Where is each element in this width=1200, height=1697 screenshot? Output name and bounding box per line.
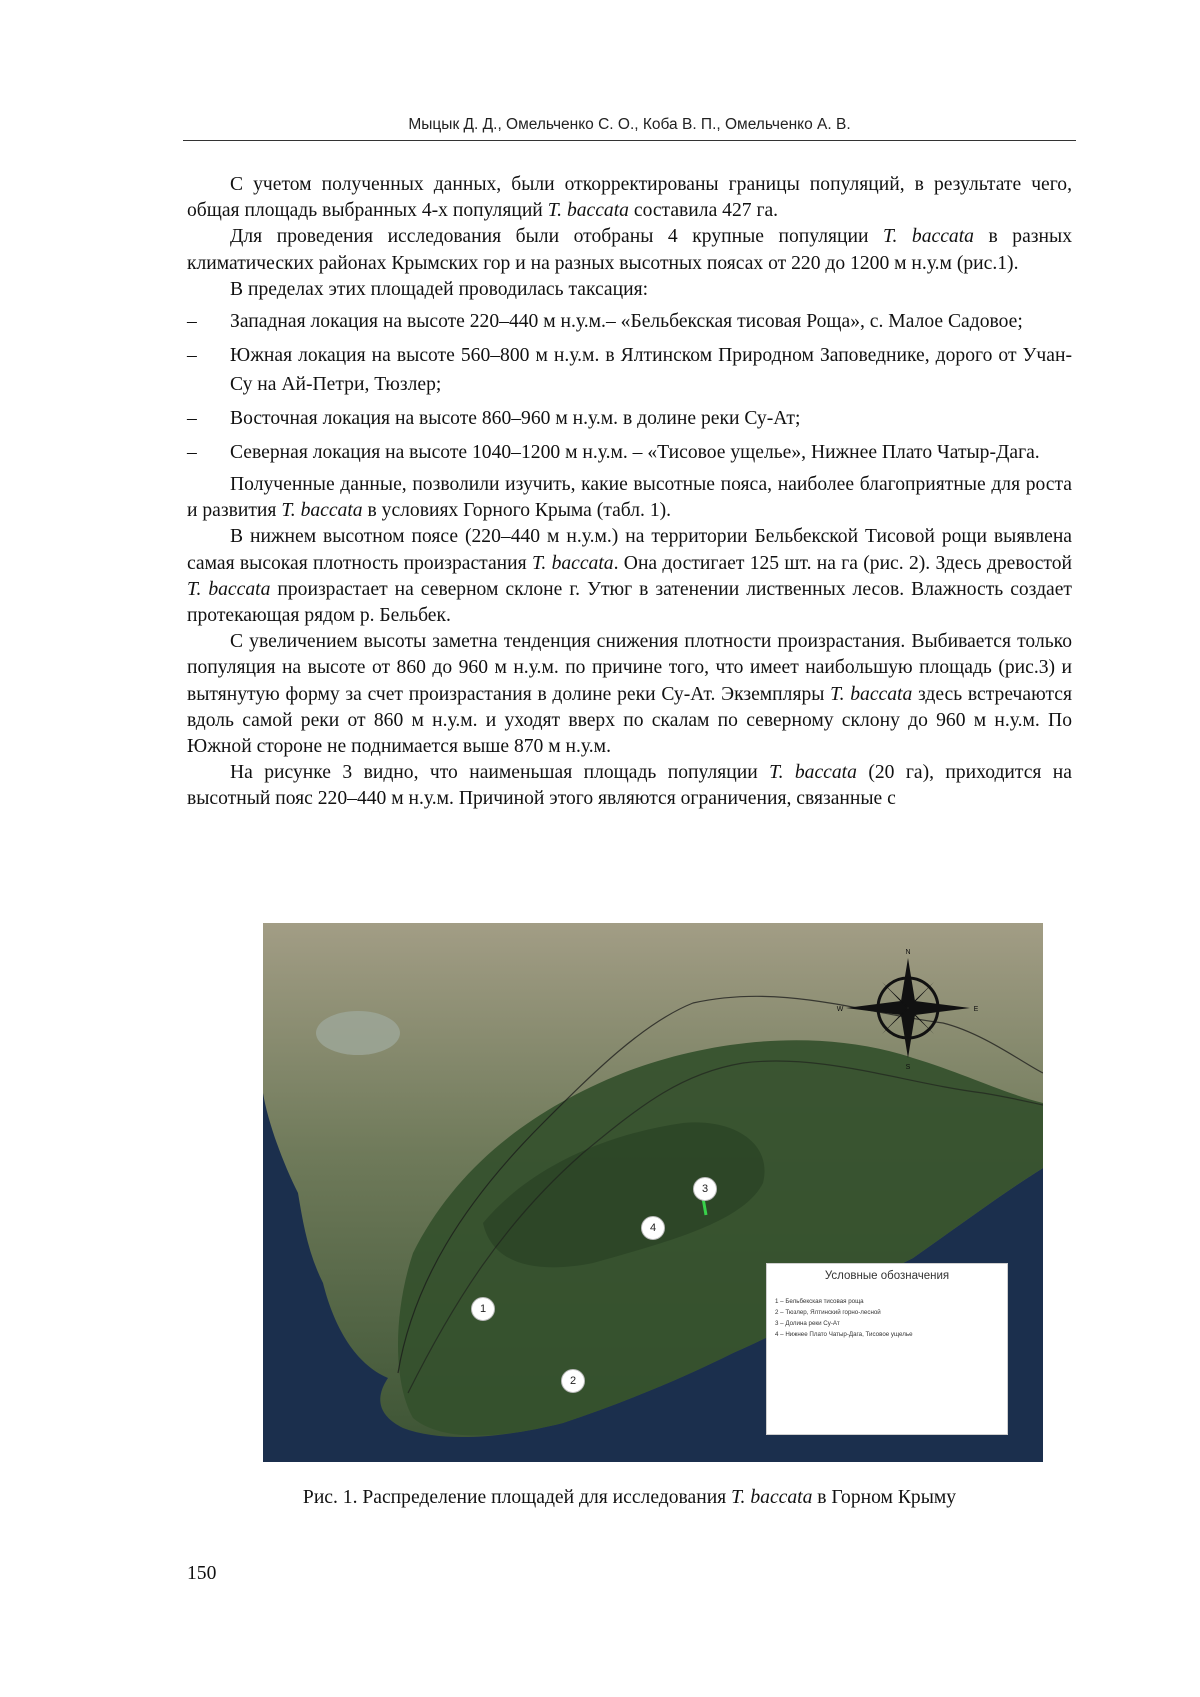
map-marker-3: 3 <box>693 1177 717 1201</box>
page-number: 150 <box>187 1563 217 1584</box>
body-text <box>187 172 1072 813</box>
compass-south-label: S <box>905 1064 911 1071</box>
map-marker-2: 2 <box>561 1369 585 1393</box>
legend-items <box>775 1296 1007 1340</box>
paragraph-5: В нижнем высотном поясе (220–440 м н.у.м.) на территории Бельбекской Тисовой рощи выявлена самая высокая плотность произрастания T. baccata. Она достигает 125 шт. на га (рис. 2). Здесь древостой T. baccata произрастает на северном склоне г. Утюг в затенении лиственных лесов. Влажность создает протекающая рядом р. Бельбек. <box>187 526 1073 627</box>
compass-east-label: E <box>973 1006 979 1013</box>
legend-item: 2 – Тюзлер, Ялтинский горно-лесной <box>775 1309 881 1316</box>
legend-item: 4 – Нижнее Плато Чатыр-Дага, Тисовое ущелье <box>775 1331 913 1338</box>
paragraph-3: В пределах этих площадей проводилась таксация: <box>230 278 649 300</box>
paragraph-7: На рисунке 3 видно, что наименьшая площадь популяции T. baccata (20 га), приходится на высотный пояс 220–440 м н.у.м. Причиной этого являются ограничения, связанные с <box>187 762 1072 810</box>
lagoon <box>316 1011 400 1055</box>
compass-north-label: N <box>905 949 911 956</box>
legend-item: 3 – Долина реки Су-Ат <box>775 1320 840 1327</box>
map-legend <box>766 1263 1008 1435</box>
figure-caption: Рис. 1. Распределение площадей для исследования T. baccata в Горном Крыму <box>302 1487 957 1508</box>
paragraph-2: Для проведения исследования были отобраны 4 крупные популяции T. baccata в разных климатических районах Крымских гор и на разных высотных поясах от 220 до 1200 м н.у.м (рис.1). <box>187 226 1072 274</box>
list-item: – Западная локация на высоте 220–440 м н.у.м.– «Бельбекская тисовая Роща», с. Малое Садовое; <box>187 311 1023 333</box>
location-list <box>187 307 1072 467</box>
list-item: – Восточная локация на высоте 860–960 м н.у.м. в долине реки Су-Ат; <box>187 408 801 430</box>
paragraph-6: С увеличением высоты заметна тенденция снижения плотности произрастания. Выбивается только популяция на высоте от 860 до 960 м н.у.м. по причине того, что имеет наибольшую площадь (рис.3) и вытянутую форму за счет произрастания в долине реки Су-Ат. Экземпляры T. baccata здесь встречаются вдоль самой реки от 860 м н.у.м. и уходят вверх по скалам по северному склону до 960 м н.у.м. По Южной стороне не поднимается выше 870 м н.у.м. <box>187 631 1072 758</box>
legend-title: Условные обозначения <box>824 1270 950 1282</box>
satellite-map-figure <box>263 923 1043 1462</box>
header-rule <box>183 140 1076 141</box>
map-marker-4: 4 <box>641 1216 665 1240</box>
running-header: Мыцык Д. Д., Омельченко С. О., Коба В. П., Омельченко А. В. <box>408 116 851 133</box>
list-item: – Северная локация на высоте 1040–1200 м н.у.м. – «Тисовое ущелье», Нижнее Плато Чатыр-Дага. <box>187 442 1040 464</box>
paragraph-4: Полученные данные, позволили изучить, какие высотные пояса, наиболее благоприятные для роста и развития T. baccata в условиях Горного Крыма (табл. 1). <box>187 474 1072 522</box>
compass-west-label: W <box>836 1006 844 1013</box>
paragraph-1: С учетом полученных данных, были откорректированы границы популяций, в результате чего, общая площадь выбранных 4-х популяций T. baccata составила 427 га. <box>187 174 1072 222</box>
map-marker-1: 1 <box>471 1297 495 1321</box>
legend-item: 1 – Бельбекская тисовая роща <box>775 1298 864 1305</box>
list-item: – Южная локация на высоте 560–800 м н.у.м. в Ялтинском Природном Заповеднике, дорого от Учан-Су на Ай-Петри, Тюзлер; <box>187 345 1072 396</box>
